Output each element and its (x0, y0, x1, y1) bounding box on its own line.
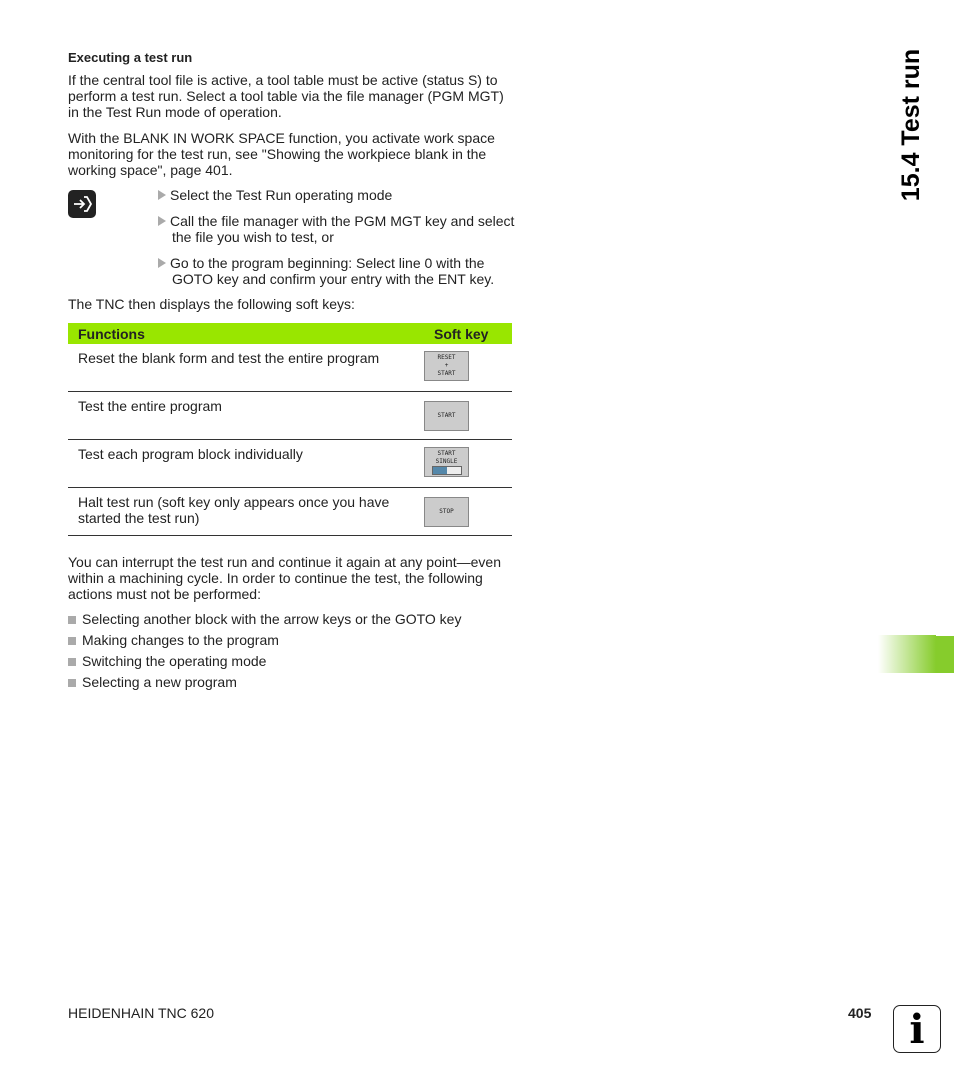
header-functions: Functions (68, 323, 424, 344)
chapter-tab-edge (936, 636, 954, 673)
stop-softkey: STOP (424, 497, 469, 527)
section-heading: Executing a test run (68, 50, 193, 65)
footer-title: HEIDENHAIN TNC 620 (68, 1005, 215, 1021)
step-2: Call the file manager with the PGM MGT key and select the file you wish to test, or (158, 213, 527, 245)
table-row: Halt test run (soft key only appears once you have started the test run) STOP (68, 488, 512, 536)
softkey-table (68, 323, 512, 536)
reset-start-softkey: RESET + START (424, 351, 469, 381)
list-item: Selecting another block with the arrow keys or the GOTO key (68, 611, 461, 627)
arrow-icon (158, 216, 166, 226)
step-1: Select the Test Run operating mode (158, 187, 527, 203)
page-number: 405 (848, 1005, 872, 1021)
operating-mode-key-icon (68, 190, 96, 218)
list-item: Making changes to the program (68, 632, 279, 648)
single-block-icon (432, 466, 462, 475)
start-single-softkey: START SINGLE (424, 447, 469, 477)
list-item: Switching the operating mode (68, 653, 266, 669)
paragraph-2: With the BLANK IN WORK SPACE function, you activate work space monitoring for the test run, see "Showing the workpiece blank in the working space", page 401. (68, 130, 495, 178)
arrow-icon (158, 258, 166, 268)
header-softkey: Soft key (424, 323, 512, 344)
table-row: Test each program block individually START SINGLE (68, 440, 512, 488)
paragraph-4: You can interrupt the test run and continue it again at any point—even within a machining cycle. In order to continue the test, the following actions must not be performed: (68, 554, 502, 602)
paragraph-1: If the central tool file is active, a tool table must be active (status S) to perform a test run. Select a tool table via the file manager (PGM MGT) in the Test Run mode of operation. (68, 72, 504, 120)
paragraph-3: The TNC then displays the following soft keys: (68, 296, 355, 312)
info-icon: i (893, 1005, 941, 1053)
list-item: Selecting a new program (68, 674, 237, 690)
table-row: Test the entire program START (68, 392, 512, 440)
table-row: Reset the blank form and test the entire program RESET + START (68, 344, 512, 392)
side-chapter-title: 15.4 Test run (897, 48, 925, 202)
start-softkey: START (424, 401, 469, 431)
chapter-tab (878, 635, 936, 673)
step-3: Go to the program beginning: Select line 0 with the GOTO key and confirm your entry with the ENT key. (158, 255, 527, 287)
arrow-icon (158, 190, 166, 200)
